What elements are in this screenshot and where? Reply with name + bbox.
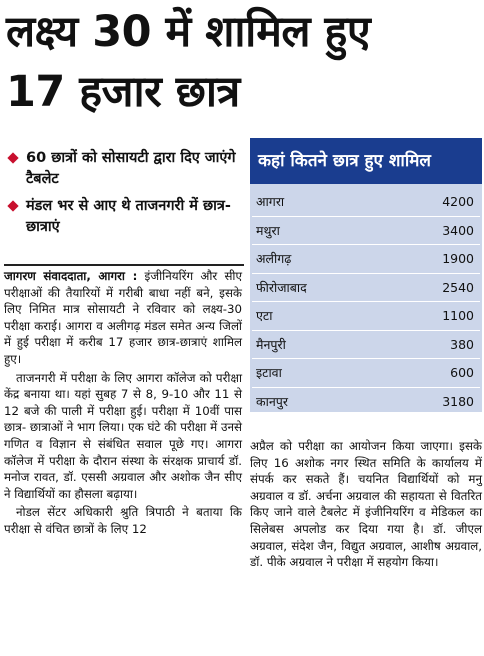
article-column-left [4, 268, 242, 540]
city-name: मथुरा [256, 222, 280, 238]
article-column-right [250, 438, 482, 571]
table-row [252, 245, 480, 274]
bullet-text: 60 छात्रों को सोसायटी द्वारा दिए जाएंगे टैबलेट [26, 150, 236, 187]
table-title: कहां कितने छात्र हुए शामिल [250, 138, 482, 184]
city-name: इटावा [256, 365, 282, 381]
table-row [252, 274, 480, 303]
student-count: 2540 [442, 279, 474, 295]
article-paragraph-3: नोडल सेंटर अधिकारी श्रुति त्रिपाठी ने बताया कि परीक्षा से वंचित छात्रों के लिए 12 [4, 505, 242, 536]
bullet-item [6, 148, 242, 190]
student-count: 1900 [442, 251, 474, 267]
paragraph-text: इंजीनियरिंग और सीए परीक्षाओं की तैयारियों में गरीबी बाधा नहीं बने, इसके लिए निमित मात्र सोसायटी ने रविवार को लक्ष्य-30 परीक्षा कराई। आगरा व अलीगढ़ मंडल समेत अन्य जिलों में हुई परीक्षा में करीब 17 हजार छात्र-छात्राएं शामिल हुए। [4, 269, 243, 366]
article-paragraph-1 [4, 268, 242, 368]
city-name: अलीगढ़ [256, 251, 292, 267]
red-diamond-icon [7, 200, 18, 211]
student-count: 600 [450, 365, 474, 381]
table-row [252, 217, 480, 246]
headline [6, 2, 482, 122]
article-paragraph-2: ताजनगरी में परीक्षा के लिए आगरा कॉलेज को परीक्षा केंद्र बनाया था। यहां सुबह 7 से 8, 9-10 और 11 से 12 बजे की पाली में परीक्षा हुई। परीक्षा में 10वीं पास छात्र- छात्राओं ने भाग लिया। एक घंटे की परीक्षा में उनसे गणित व विज्ञान से संबंधित सवाल पूछे गए। आगरा कॉलेज में परीक्षा के दौरान संस्था के संरक्षक प्राचार्य डॉ. मनोज रावत, डॉ. एससी अग्रवाल और अशोक जैन सीए ने विद्यार्थियों का हौसला बढ़ाया। [4, 370, 242, 501]
headline-line-2: 17 हजार छात्र [6, 67, 240, 117]
table-rows [250, 184, 482, 415]
participants-table [250, 138, 482, 412]
table-row [252, 388, 480, 416]
city-name: फीरोजाबाद [256, 279, 307, 295]
headline-line-1: लक्ष्य 30 में शामिल हुए [6, 7, 371, 57]
student-count: 380 [450, 336, 474, 352]
bullet-text: मंडल भर से आए थे ताजनगरी में छात्र-छात्राएं [26, 198, 231, 235]
student-count: 3400 [442, 222, 474, 238]
article-paragraph-4: अप्रैल को परीक्षा का आयोजन किया जाएगा। इसके लिए 16 अशोक नगर स्थित समिति के कार्यालय में संपर्क कर सकते हैं। चयनित विद्यार्थियों को मनु अग्रवाल व डॉ. अर्चना अग्रवाल की सहायता से वितरित किए जाने वाले टैबलेट में इंजीनियरिंग व मेडिकल का सिलेबस अपलोड कर दिया गया है। डॉ. जीएल अग्रवाल, संदेश जैन, विद्युत अग्रवाल, आशीष अग्रवाल, डॉ. पीके अग्रवाल ने परीक्षा में सहयोग किया। [250, 439, 482, 570]
student-count: 1100 [442, 308, 474, 324]
student-count: 3180 [442, 393, 474, 409]
table-row [252, 302, 480, 331]
byline: जागरण संवाददाता, आगरा : [4, 269, 138, 283]
highlight-bullets [6, 148, 242, 244]
student-count: 4200 [442, 194, 474, 210]
city-name: मैनपुरी [256, 336, 286, 352]
section-divider [4, 264, 244, 266]
table-row [252, 188, 480, 217]
city-name: आगरा [256, 194, 285, 210]
table-row [252, 359, 480, 388]
city-name: कानपुर [256, 393, 288, 409]
bullet-item [6, 196, 242, 238]
table-row [252, 331, 480, 360]
red-diamond-icon [7, 152, 18, 163]
city-name: एटा [256, 308, 273, 324]
